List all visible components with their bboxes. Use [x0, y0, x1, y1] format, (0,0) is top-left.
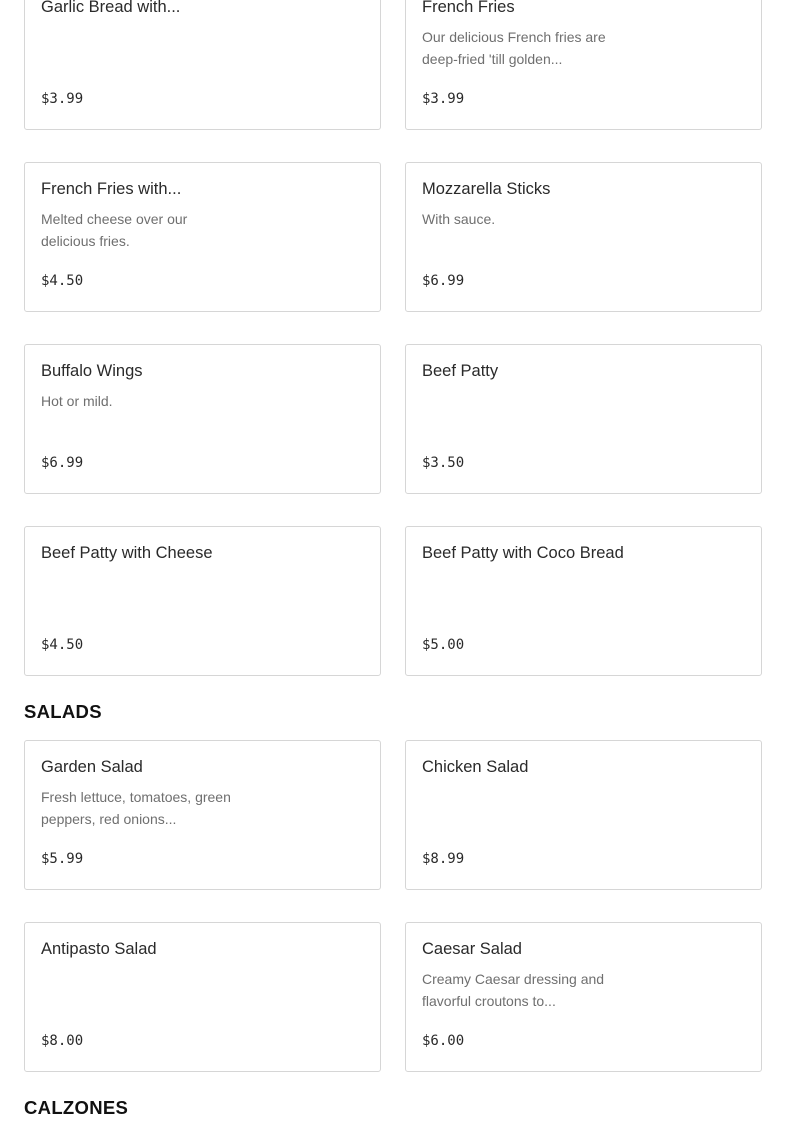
menu-item-name: Beef Patty with Cheese	[41, 544, 213, 562]
section-heading-calzones: CALZONES	[24, 1097, 129, 1118]
menu-item-price: $3.99	[422, 91, 465, 107]
menu-item-price: $4.50	[41, 273, 84, 289]
menu-item-description: Our delicious French fries are deep-fried 'till golden...	[422, 29, 606, 67]
menu-item-description: Creamy Caesar dressing and flavorful croutons to...	[422, 971, 605, 1009]
menu-item-price: $8.00	[41, 1033, 84, 1049]
menu-item-card[interactable]	[405, 740, 762, 890]
menu-item-card[interactable]	[405, 922, 762, 1072]
menu-item-name: Beef Patty with Coco Bread	[422, 544, 624, 562]
menu-item-name: Buffalo Wings	[41, 362, 143, 380]
menu-item-price: $5.00	[422, 637, 465, 653]
menu-item-name: French Fries	[422, 0, 515, 16]
menu-item-name: Garden Salad	[41, 758, 143, 776]
menu-item-card[interactable]	[24, 162, 381, 312]
menu-item-price: $6.99	[422, 273, 465, 289]
menu-item-card[interactable]	[24, 922, 381, 1072]
menu-item-card[interactable]	[405, 162, 762, 312]
menu-item-name: Beef Patty	[422, 362, 499, 380]
menu-item-name: Antipasto Salad	[41, 940, 157, 958]
menu-item-price: $3.99	[41, 91, 84, 107]
menu-item-price: $5.99	[41, 851, 84, 867]
menu-item-name: French Fries with...	[41, 180, 182, 198]
menu-item-card[interactable]	[24, 344, 381, 494]
menu-item-card[interactable]	[405, 344, 762, 494]
menu-item-name: Mozzarella Sticks	[422, 180, 551, 198]
menu-item-description: Melted cheese over our delicious fries.	[41, 211, 188, 249]
menu-item-price: $4.50	[41, 637, 84, 653]
menu-item-card[interactable]	[24, 0, 381, 130]
menu-item-description: Hot or mild.	[41, 393, 113, 409]
menu-item-name: Caesar Salad	[422, 940, 522, 958]
section-heading-salads: SALADS	[24, 701, 102, 722]
menu-item-description: With sauce.	[422, 211, 496, 227]
menu-item-card[interactable]	[405, 526, 762, 676]
menu-item-card[interactable]	[405, 0, 762, 130]
menu-item-price: $6.99	[41, 455, 84, 471]
menu-item-name: Garlic Bread with...	[41, 0, 181, 16]
menu-item-price: $8.99	[422, 851, 465, 867]
menu-item-card[interactable]	[24, 740, 381, 890]
menu-item-card[interactable]	[24, 526, 381, 676]
menu-item-description: Fresh lettuce, tomatoes, green peppers, red onions...	[41, 789, 231, 827]
menu-item-price: $6.00	[422, 1033, 465, 1049]
menu-item-price: $3.50	[422, 455, 465, 471]
menu-item-name: Chicken Salad	[422, 758, 529, 776]
